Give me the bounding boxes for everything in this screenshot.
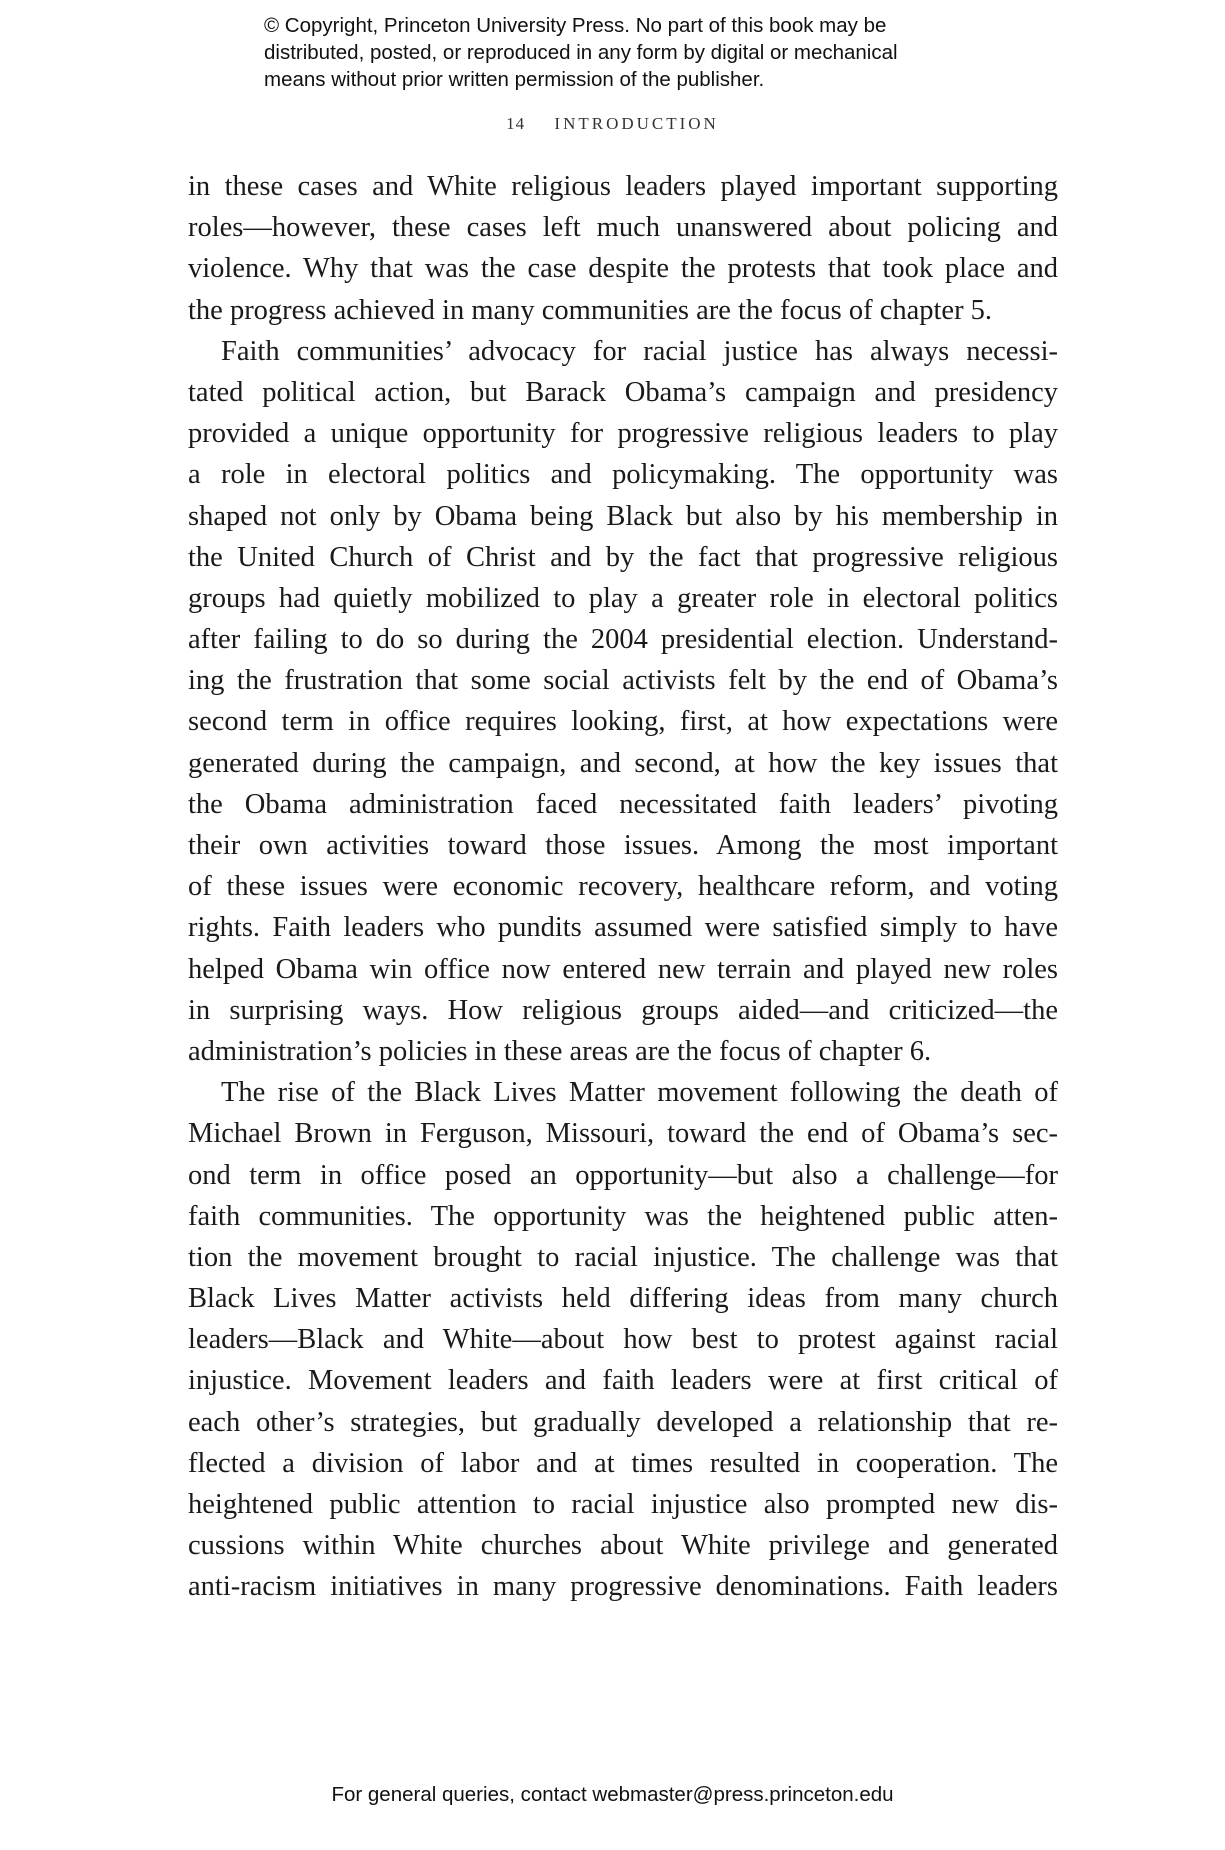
text-line: tated political action, but Barack Obama’s campaign and presidency — [188, 376, 1058, 408]
text-line: generated during the campaign, and second, at how the key issues that — [188, 747, 1058, 779]
page-number: 14 — [506, 114, 526, 133]
text-line: faith communities. The opportunity was the heightened public atten- — [188, 1200, 1058, 1232]
text-line: leaders—Black and White—about how best to protest against racial — [188, 1324, 1058, 1356]
copyright-line: distributed, posted, or reproduced in any form by digital or mechanical — [264, 41, 898, 64]
text-line: provided a unique opportunity for progressive religious leaders to play — [188, 418, 1058, 450]
text-line: shaped not only by Obama being Black but also by his membership in — [188, 500, 1058, 532]
text-line: flected a division of labor and at times resulted in cooperation. The — [188, 1447, 1058, 1479]
copyright-line: means without prior written permission of the publisher. — [264, 68, 765, 91]
text-line: after failing to do so during the 2004 presidential election. Understand- — [188, 624, 1058, 656]
text-line: administration’s policies in these areas are the focus of chapter 6. — [188, 1035, 932, 1067]
text-line: in surprising ways. How religious groups aided—and criticized—the — [188, 994, 1058, 1026]
text-line: each other’s strategies, but gradually developed a relationship that re- — [188, 1406, 1058, 1438]
text-line: their own activities toward those issues. Among the most important — [188, 830, 1058, 861]
text-line: Michael Brown in Ferguson, Missouri, toward the end of Obama’s sec- — [188, 1118, 1058, 1150]
text-line: tion the movement brought to racial injustice. The challenge was that — [188, 1241, 1058, 1273]
copyright-notice — [264, 12, 984, 93]
text-line: groups had quietly mobilized to play a greater role in electoral politics — [188, 582, 1058, 614]
copyright-line: © Copyright, Princeton University Press. No part of this book may be — [264, 14, 887, 37]
text-line: heightened public attention to racial injustice also prompted new dis- — [188, 1489, 1058, 1520]
text-line: the Obama administration faced necessitated faith leaders’ pivoting — [188, 788, 1058, 820]
text-line: Faith communities’ advocacy for racial justice has always necessi- — [221, 335, 1058, 367]
body-text — [188, 166, 1058, 1608]
text-line: the progress achieved in many communities are the focus of chapter 5. — [188, 294, 993, 326]
text-line: anti-racism initiatives in many progressive denominations. Faith leaders — [188, 1571, 1058, 1603]
text-line: the United Church of Christ and by the fact that progressive religious — [188, 541, 1058, 573]
text-line: a role in electoral politics and policymaking. The opportunity was — [188, 459, 1058, 491]
text-line: helped Obama win office now entered new terrain and played new roles — [188, 953, 1058, 985]
text-line: The rise of the Black Lives Matter movement following the death of — [221, 1077, 1058, 1109]
text-line: Black Lives Matter activists held differing ideas from many church — [188, 1283, 1058, 1315]
running-head — [0, 114, 1225, 134]
text-line: second term in office requires looking, first, at how expectations were — [188, 706, 1058, 738]
text-line: cussions within White churches about White privilege and generated — [188, 1530, 1058, 1562]
text-line: injustice. Movement leaders and faith leaders were at first critical of — [188, 1365, 1058, 1397]
text-line: ing the frustration that some social activists felt by the end of Obama’s — [188, 665, 1058, 697]
text-line: in these cases and White religious leaders played important supporting — [188, 171, 1058, 202]
text-line: violence. Why that was the case despite the protests that took place and — [188, 253, 1058, 285]
text-line: rights. Faith leaders who pundits assumed were satisfied simply to have — [188, 912, 1058, 944]
footer-contact: For general queries, contact webmaster@press.princeton.edu — [331, 1783, 894, 1806]
chapter-title: INTRODUCTION — [554, 114, 719, 133]
text-line: of these issues were economic recovery, healthcare reform, and voting — [188, 871, 1058, 903]
text-line: ond term in office posed an opportunity—but also a challenge—for — [188, 1159, 1058, 1191]
text-line: roles—however, these cases left much unanswered about policing and — [188, 212, 1058, 244]
